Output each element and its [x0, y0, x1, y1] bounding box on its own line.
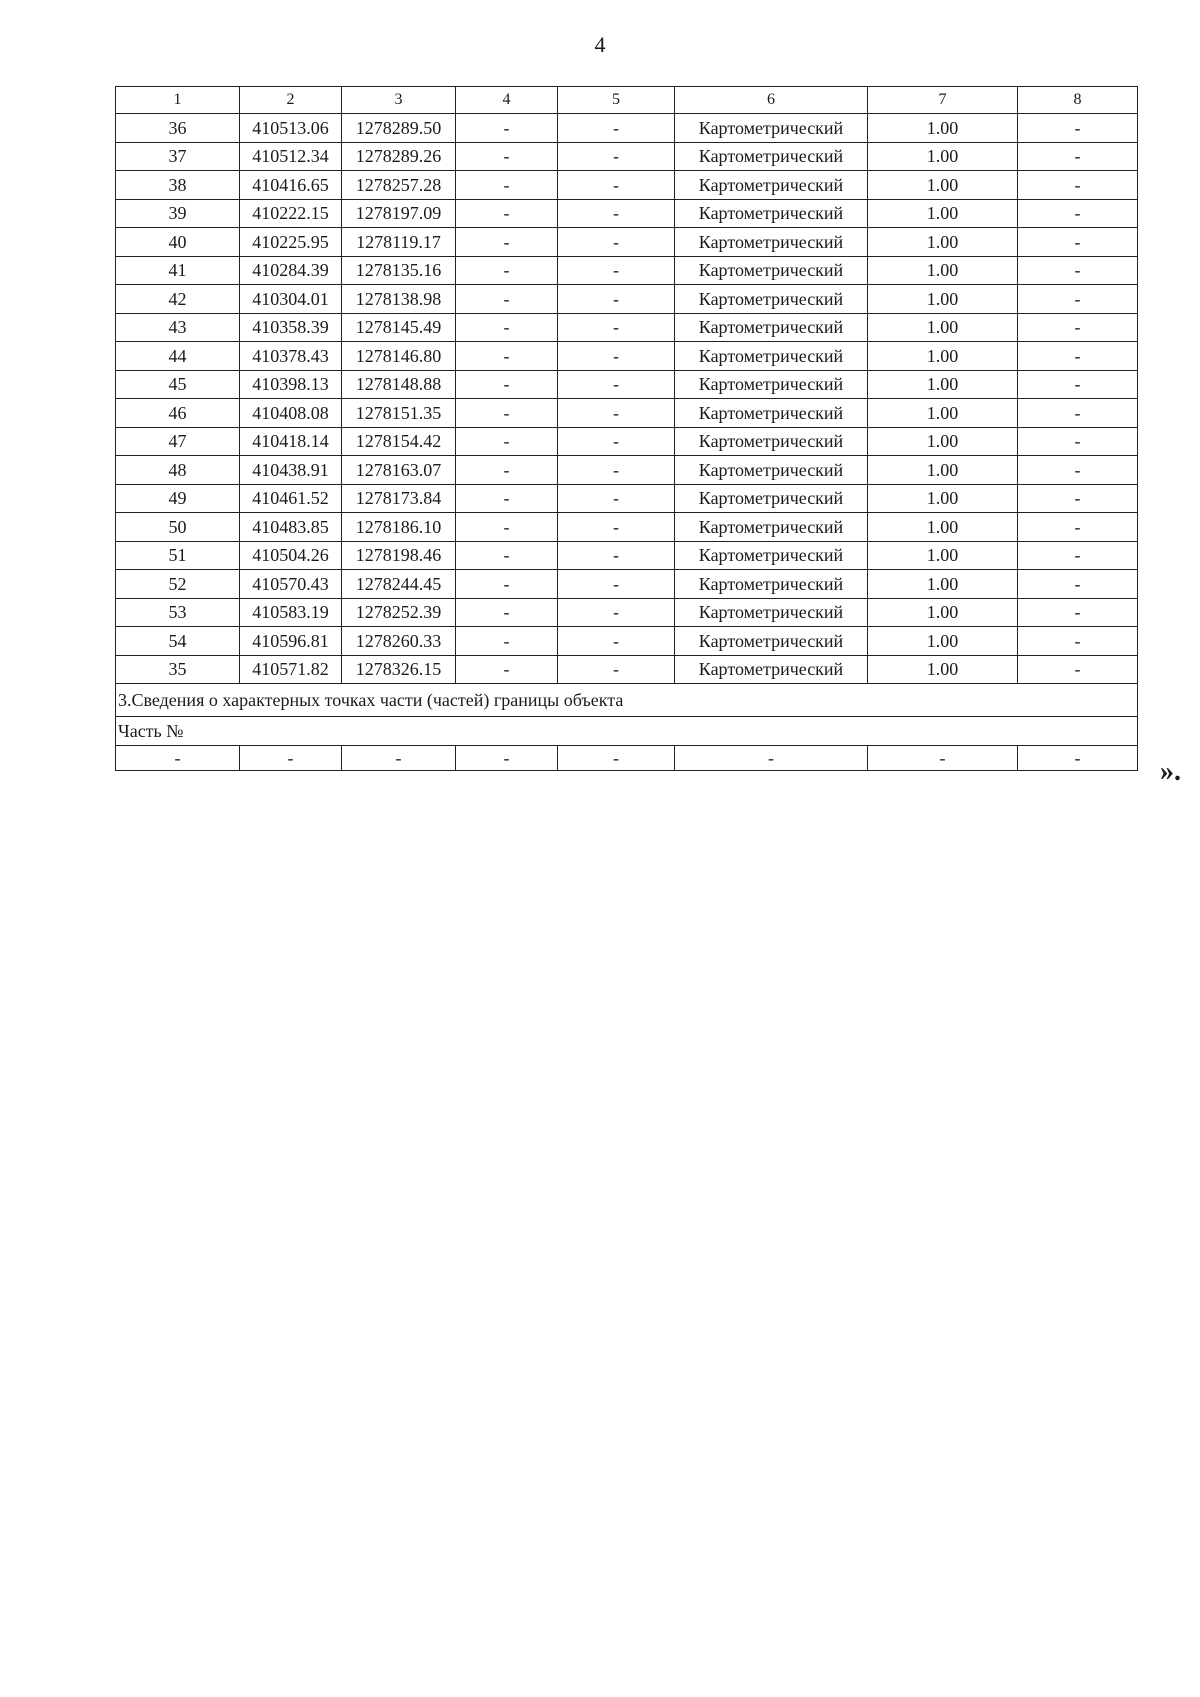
table-cell: 1.00 [868, 484, 1018, 513]
table-cell: - [558, 171, 675, 200]
table-cell: 1.00 [868, 541, 1018, 570]
table-cell: 1.00 [868, 171, 1018, 200]
column-header: 2 [240, 87, 342, 114]
table-cell: 1278145.49 [342, 313, 456, 342]
table-cell: 410418.14 [240, 427, 342, 456]
table-cell: Картометрический [675, 598, 868, 627]
table-cell: - [1018, 655, 1138, 684]
table-cell: 1278173.84 [342, 484, 456, 513]
table-cell: 38 [116, 171, 240, 200]
table-cell: 36 [116, 114, 240, 143]
table-cell: 41 [116, 256, 240, 285]
table-cell: Картометрический [675, 313, 868, 342]
table-row [116, 171, 1138, 200]
table-cell: - [456, 142, 558, 171]
table-cell: 410378.43 [240, 342, 342, 371]
table-cell: - [558, 142, 675, 171]
table-row [116, 399, 1138, 428]
table-cell: 410571.82 [240, 655, 342, 684]
column-header: 1 [116, 87, 240, 114]
table-cell: 44 [116, 342, 240, 371]
table-cell: 410358.39 [240, 313, 342, 342]
table-cell: 1.00 [868, 370, 1018, 399]
table-cell: 1.00 [868, 627, 1018, 656]
table-cell: 1.00 [868, 228, 1018, 257]
table-cell: 48 [116, 456, 240, 485]
table-cell: Картометрический [675, 228, 868, 257]
table-cell: - [456, 541, 558, 570]
table-cell: 410408.08 [240, 399, 342, 428]
table-cell: 1278186.10 [342, 513, 456, 542]
table-cell: 410398.13 [240, 370, 342, 399]
table-cell: - [456, 171, 558, 200]
part-label-row [116, 717, 1138, 746]
table-cell: - [558, 399, 675, 428]
table-cell: - [456, 570, 558, 599]
table-cell: - [558, 427, 675, 456]
table-cell: - [1018, 142, 1138, 171]
table-cell: - [1018, 114, 1138, 143]
column-header: 5 [558, 87, 675, 114]
table-cell: Картометрический [675, 342, 868, 371]
table-cell: - [1018, 598, 1138, 627]
table-cell: - [456, 427, 558, 456]
table-cell: - [558, 256, 675, 285]
table-cell: 45 [116, 370, 240, 399]
table-cell: - [1018, 427, 1138, 456]
table-cell: - [558, 598, 675, 627]
table-cell: 1.00 [868, 513, 1018, 542]
table-row [116, 570, 1138, 599]
table-cell: - [558, 570, 675, 599]
table-cell: - [1018, 256, 1138, 285]
table-cell: - [558, 313, 675, 342]
table-cell: Картометрический [675, 570, 868, 599]
table-cell: 1278244.45 [342, 570, 456, 599]
table-cell: Картометрический [675, 655, 868, 684]
table-cell: 1278197.09 [342, 199, 456, 228]
table-cell: - [456, 199, 558, 228]
table-cell: 1.00 [868, 570, 1018, 599]
table-row [116, 627, 1138, 656]
table-cell: 1278151.35 [342, 399, 456, 428]
table-row [116, 456, 1138, 485]
table-cell: - [558, 456, 675, 485]
table-cell: 1278326.15 [342, 655, 456, 684]
table-cell: 1278289.26 [342, 142, 456, 171]
column-header: 6 [675, 87, 868, 114]
table-row [116, 228, 1138, 257]
table-cell: - [1018, 342, 1138, 371]
table-cell: 410483.85 [240, 513, 342, 542]
table-row [116, 313, 1138, 342]
table-cell: 1278163.07 [342, 456, 456, 485]
table-cell: Картометрический [675, 142, 868, 171]
table-row [116, 256, 1138, 285]
table-cell: 1278138.98 [342, 285, 456, 314]
table-cell: - [1018, 627, 1138, 656]
table-cell: - [240, 746, 342, 771]
table-cell: Картометрический [675, 541, 868, 570]
table-cell: - [558, 199, 675, 228]
table-cell: 1.00 [868, 342, 1018, 371]
table-cell: 54 [116, 627, 240, 656]
table-row [116, 199, 1138, 228]
table-cell: - [456, 746, 558, 771]
table-cell: 1278289.50 [342, 114, 456, 143]
boundary-points-table [115, 86, 1138, 771]
table-cell: - [456, 370, 558, 399]
table-cell: - [558, 370, 675, 399]
table-cell: 42 [116, 285, 240, 314]
table-cell: Картометрический [675, 171, 868, 200]
table-cell: 43 [116, 313, 240, 342]
table-cell: - [1018, 484, 1138, 513]
table-cell: - [558, 655, 675, 684]
table-cell: - [558, 342, 675, 371]
closing-quote: ». [1160, 756, 1181, 787]
table-cell: 1278154.42 [342, 427, 456, 456]
table-cell: 410284.39 [240, 256, 342, 285]
table-cell: Картометрический [675, 513, 868, 542]
table-cell: 410438.91 [240, 456, 342, 485]
table-cell: 410596.81 [240, 627, 342, 656]
table-cell: - [456, 456, 558, 485]
table-header-row [116, 87, 1138, 114]
table-cell: 35 [116, 655, 240, 684]
table-cell: 410461.52 [240, 484, 342, 513]
table-cell: 410222.15 [240, 199, 342, 228]
table-cell: - [558, 746, 675, 771]
table-cell: - [558, 541, 675, 570]
table-cell: 53 [116, 598, 240, 627]
table-cell: Картометрический [675, 114, 868, 143]
table-cell: - [675, 746, 868, 771]
table-cell: - [456, 655, 558, 684]
table-cell: - [1018, 541, 1138, 570]
table-cell: 410583.19 [240, 598, 342, 627]
page-number: 4 [594, 32, 606, 57]
table-cell: - [558, 627, 675, 656]
table-cell: - [1018, 570, 1138, 599]
table-cell: 1.00 [868, 142, 1018, 171]
column-header: 7 [868, 87, 1018, 114]
table-cell: 52 [116, 570, 240, 599]
column-header: 8 [1018, 87, 1138, 114]
table-cell: 1278257.28 [342, 171, 456, 200]
table-cell: - [456, 399, 558, 428]
table-row [116, 285, 1138, 314]
table-cell: 1278198.46 [342, 541, 456, 570]
table-row [116, 114, 1138, 143]
table-cell: 410504.26 [240, 541, 342, 570]
table-cell: 410225.95 [240, 228, 342, 257]
table-cell: 410570.43 [240, 570, 342, 599]
table-row [116, 370, 1138, 399]
table-cell: 1.00 [868, 427, 1018, 456]
table-cell: 1.00 [868, 598, 1018, 627]
table-cell: - [1018, 313, 1138, 342]
table-row [116, 541, 1138, 570]
table-cell: 1.00 [868, 655, 1018, 684]
table-cell: 1.00 [868, 114, 1018, 143]
table-cell: 37 [116, 142, 240, 171]
column-header: 3 [342, 87, 456, 114]
table-cell: Картометрический [675, 399, 868, 428]
table-row [116, 484, 1138, 513]
table-cell: - [558, 114, 675, 143]
table-cell: 1278252.39 [342, 598, 456, 627]
column-header: 4 [456, 87, 558, 114]
table-cell: - [558, 228, 675, 257]
table-cell: 410304.01 [240, 285, 342, 314]
table-cell: Картометрический [675, 427, 868, 456]
table-cell: - [456, 256, 558, 285]
table-cell: - [1018, 171, 1138, 200]
table-cell: - [558, 285, 675, 314]
table-cell: - [1018, 456, 1138, 485]
table-row [116, 655, 1138, 684]
table-row [116, 427, 1138, 456]
table-cell: 1.00 [868, 199, 1018, 228]
table-row [116, 598, 1138, 627]
table-cell: - [1018, 746, 1138, 771]
table-cell: - [456, 342, 558, 371]
part-data-row [116, 746, 1138, 771]
table-cell: 410416.65 [240, 171, 342, 200]
table-cell: 1278135.16 [342, 256, 456, 285]
table-cell: 47 [116, 427, 240, 456]
table-cell: 1278146.80 [342, 342, 456, 371]
table-cell: - [456, 598, 558, 627]
table-cell: Картометрический [675, 256, 868, 285]
table-cell: 50 [116, 513, 240, 542]
table-cell: - [1018, 228, 1138, 257]
table-cell: - [456, 313, 558, 342]
table-cell: 40 [116, 228, 240, 257]
table-cell: - [1018, 199, 1138, 228]
section-title: 3.Сведения о характерных точках части (частей) границы объекта [116, 684, 1138, 717]
table-cell: 1.00 [868, 256, 1018, 285]
table-body [116, 87, 1138, 771]
table-cell: - [868, 746, 1018, 771]
table-cell: - [1018, 370, 1138, 399]
table-cell: - [116, 746, 240, 771]
table-cell: 1.00 [868, 456, 1018, 485]
table-cell: 1278119.17 [342, 228, 456, 257]
table-cell: 1278260.33 [342, 627, 456, 656]
table-cell: - [456, 513, 558, 542]
table-cell: 410513.06 [240, 114, 342, 143]
table-cell: 1.00 [868, 399, 1018, 428]
table-cell: 51 [116, 541, 240, 570]
table-cell: Картометрический [675, 627, 868, 656]
table-cell: 49 [116, 484, 240, 513]
table-cell: - [456, 114, 558, 143]
part-label: Часть № [116, 717, 1138, 746]
table-row [116, 342, 1138, 371]
table-cell: 410512.34 [240, 142, 342, 171]
table-cell: - [1018, 513, 1138, 542]
table-cell: Картометрический [675, 484, 868, 513]
table-cell: 46 [116, 399, 240, 428]
table-cell: - [558, 484, 675, 513]
table-cell: 1.00 [868, 285, 1018, 314]
table-cell: Картометрический [675, 199, 868, 228]
table-cell: - [456, 285, 558, 314]
table-cell: - [456, 228, 558, 257]
table-cell: - [1018, 399, 1138, 428]
table-cell: - [456, 627, 558, 656]
table-cell: - [342, 746, 456, 771]
table-cell: - [558, 513, 675, 542]
section-title-row [116, 684, 1138, 717]
table-cell: - [456, 484, 558, 513]
table-cell: 39 [116, 199, 240, 228]
table-cell: Картометрический [675, 456, 868, 485]
table-cell: Картометрический [675, 285, 868, 314]
table-row [116, 142, 1138, 171]
table-cell: 1.00 [868, 313, 1018, 342]
table-cell: Картометрический [675, 370, 868, 399]
table-row [116, 513, 1138, 542]
table-cell: - [1018, 285, 1138, 314]
table-cell: 1278148.88 [342, 370, 456, 399]
